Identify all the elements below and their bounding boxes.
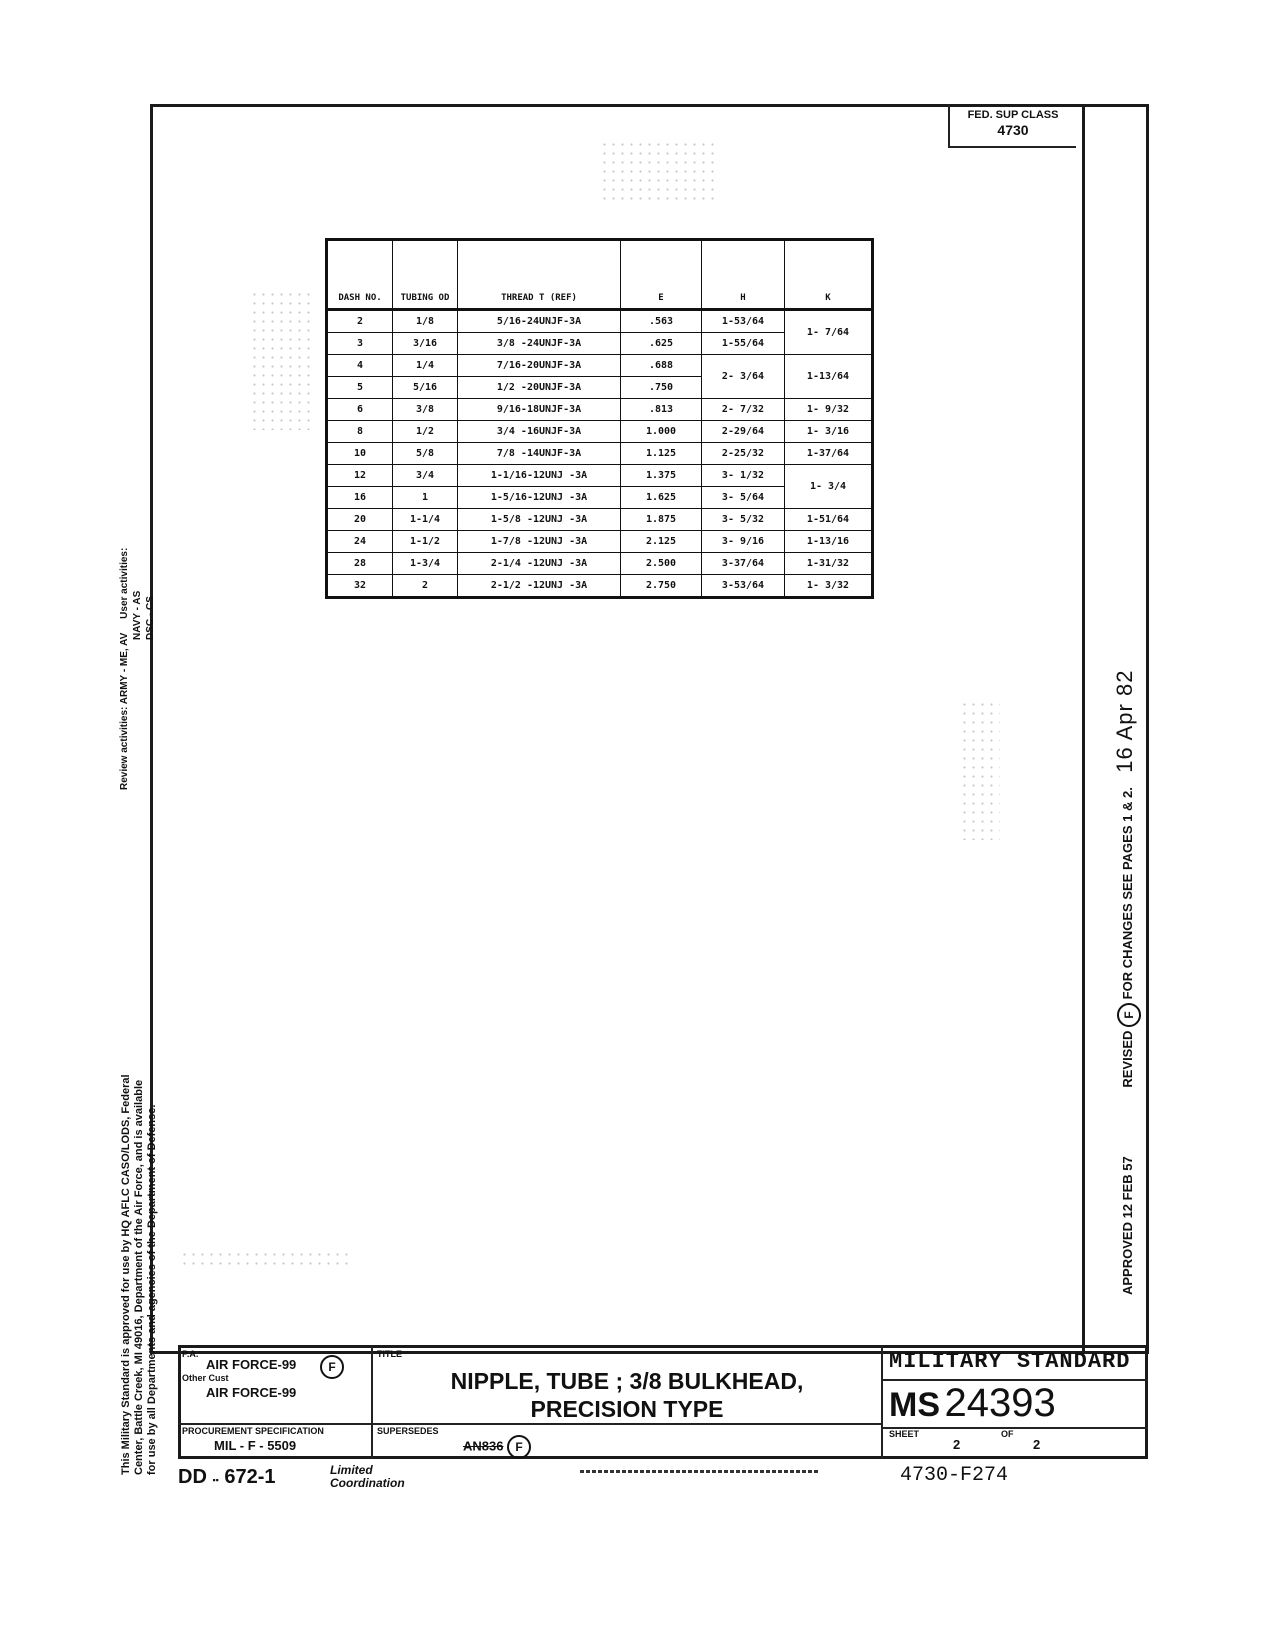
previous-editions-smudge <box>580 1470 820 1473</box>
form-mark: ▪▪ <box>212 1475 219 1485</box>
table-cell: 1.375 <box>621 465 702 487</box>
table-row <box>327 575 873 598</box>
supersedes-value: AN836 <box>463 1438 504 1454</box>
col-header-k: K <box>785 240 873 310</box>
table-cell: 1- 3/16 <box>785 421 873 443</box>
table-cell: .563 <box>621 310 702 333</box>
table-cell: 1-13/16 <box>785 531 873 553</box>
supersedes-cell <box>373 1423 883 1459</box>
sheet-number: 2 <box>953 1437 961 1452</box>
table-cell: 1-31/32 <box>785 553 873 575</box>
dimension-table <box>325 238 874 599</box>
table-cell: 2-25/32 <box>702 443 785 465</box>
table-cell: .813 <box>621 399 702 421</box>
table-row <box>327 310 873 333</box>
table-cell: 1/4 <box>393 355 458 377</box>
table-cell: 3- 9/16 <box>702 531 785 553</box>
previous-editions-note <box>580 1470 820 1474</box>
table-row <box>327 465 873 487</box>
table-cell: 2- 7/32 <box>702 399 785 421</box>
coordination-text: Coordination <box>330 1476 405 1490</box>
table-cell: 3/4 -16UNJF-3A <box>458 421 621 443</box>
fed-sup-class-box <box>948 104 1076 148</box>
table-cell: 28 <box>327 553 393 575</box>
sheet-total: 2 <box>1033 1437 1041 1452</box>
col-header-tubing: TUBING OD <box>393 240 458 310</box>
revision-date: 16 Apr 82 <box>1112 669 1137 773</box>
table-cell: 1-55/64 <box>702 333 785 355</box>
user-activities-text: User activities: <box>119 547 130 619</box>
table-cell: 2-1/2 -12UNJ -3A <box>458 575 621 598</box>
table-cell: 5 <box>327 377 393 399</box>
approval-note-line3: for use by all Departments and agencies of the Department of Defense. <box>146 1104 158 1475</box>
form-id <box>178 1466 276 1489</box>
table-cell: 1/8 <box>393 310 458 333</box>
sheet-label: SHEET <box>889 1429 920 1439</box>
revision-strip <box>1112 670 1141 1295</box>
revised-text: REVISED <box>1120 1030 1135 1088</box>
pa-letter-circle: F <box>320 1355 344 1379</box>
table-cell: 2 <box>393 575 458 598</box>
table-cell: 10 <box>327 443 393 465</box>
title-cell <box>373 1345 883 1425</box>
table-cell: 1.625 <box>621 487 702 509</box>
table-cell: 3-37/64 <box>702 553 785 575</box>
scan-noise <box>960 700 1000 840</box>
table-row <box>327 443 873 465</box>
table-cell: 24 <box>327 531 393 553</box>
table-cell: 6 <box>327 399 393 421</box>
table-cell: 1-1/2 <box>393 531 458 553</box>
col-header-h: H <box>702 240 785 310</box>
table-cell: .688 <box>621 355 702 377</box>
review-activities-text: Review activities: ARMY - ME, AV <box>119 632 130 790</box>
table-cell: 3-53/64 <box>702 575 785 598</box>
table-cell: 8 <box>327 421 393 443</box>
table-cell: 20 <box>327 509 393 531</box>
other-cust-label: Other Cust <box>182 1373 229 1383</box>
table-cell: 1- 9/32 <box>785 399 873 421</box>
table-cell: 2.750 <box>621 575 702 598</box>
table-row <box>327 531 873 553</box>
table-cell: 7/8 -14UNJF-3A <box>458 443 621 465</box>
col-header-thread: THREAD T (REF) <box>458 240 621 310</box>
table-body <box>327 310 873 598</box>
ms-number: 24393 <box>944 1381 1056 1425</box>
table-cell: 3/16 <box>393 333 458 355</box>
table-cell: 2-1/4 -12UNJ -3A <box>458 553 621 575</box>
table-cell: 3- 1/32 <box>702 465 785 487</box>
table-cell: 1-53/64 <box>702 310 785 333</box>
table-cell: 1 <box>393 487 458 509</box>
table-row <box>327 421 873 443</box>
table-row <box>327 355 873 377</box>
table-cell: 3/8 -24UNJF-3A <box>458 333 621 355</box>
of-label: OF <box>1001 1429 1014 1439</box>
revision-letter-circle: F <box>1117 1003 1141 1027</box>
scan-noise <box>600 140 720 200</box>
table-cell: 2.500 <box>621 553 702 575</box>
limited-coordination <box>330 1464 405 1490</box>
approved-text: APPROVED 12 FEB 57 <box>1120 1156 1135 1295</box>
table-cell: 16 <box>327 487 393 509</box>
table-cell: 1-1/16-12UNJ -3A <box>458 465 621 487</box>
table-cell: 5/8 <box>393 443 458 465</box>
table-cell: 1-51/64 <box>785 509 873 531</box>
table-cell: 1-5/16-12UNJ -3A <box>458 487 621 509</box>
table-cell: 1-13/64 <box>785 355 873 399</box>
table-cell: 4 <box>327 355 393 377</box>
table-cell: 2 <box>327 310 393 333</box>
approval-note-line2: Center, Battle Creek, MI 49016, Department of the Air Force, and is available <box>133 1079 145 1475</box>
approval-note-line1: This Military Standard is approved for use by HQ AFLC CASO/LODS, Federal <box>120 1074 132 1475</box>
table-row <box>327 553 873 575</box>
table-cell: 32 <box>327 575 393 598</box>
supersedes-label: SUPERSEDES <box>377 1426 439 1436</box>
sheet-divider <box>883 1427 1148 1429</box>
table-cell: 1.875 <box>621 509 702 531</box>
table-cell: .625 <box>621 333 702 355</box>
table-cell: 1/2 -20UNJF-3A <box>458 377 621 399</box>
table-cell: 1-3/4 <box>393 553 458 575</box>
review-dsc: DSC - CS <box>145 596 156 640</box>
doc-code: 4730-F274 <box>900 1464 1009 1487</box>
spec-label: PROCUREMENT SPECIFICATION <box>182 1426 324 1436</box>
approval-note <box>120 1074 159 1475</box>
table-cell: 9/16-18UNJF-3A <box>458 399 621 421</box>
col-header-e: E <box>621 240 702 310</box>
table-cell: 1- 7/64 <box>785 310 873 355</box>
title-line2: PRECISION TYPE <box>530 1396 724 1422</box>
table-cell: 1.125 <box>621 443 702 465</box>
form-dd: DD <box>178 1466 207 1488</box>
table-cell: 1- 3/32 <box>785 575 873 598</box>
title-line1: NIPPLE, TUBE ; 3/8 BULKHEAD, <box>450 1368 804 1394</box>
pa-label: P.A. <box>182 1349 199 1359</box>
table-cell: 1-37/64 <box>785 443 873 465</box>
table-cell: 2- 3/64 <box>702 355 785 399</box>
scan-noise <box>250 290 310 430</box>
spec-cell <box>178 1423 373 1459</box>
form-number: 672-1 <box>224 1466 276 1488</box>
table-row <box>327 509 873 531</box>
table-cell: 3- 5/64 <box>702 487 785 509</box>
scan-noise <box>180 1250 350 1270</box>
review-activities <box>118 548 157 790</box>
table-cell: 5/16 <box>393 377 458 399</box>
table-cell: 5/16-24UNJF-3A <box>458 310 621 333</box>
table-cell: 3 <box>327 333 393 355</box>
table-cell: 3- 5/32 <box>702 509 785 531</box>
table-cell: 12 <box>327 465 393 487</box>
table-cell: 1-1/4 <box>393 509 458 531</box>
pa-cell <box>178 1345 373 1425</box>
title-label: TITLE <box>377 1349 402 1359</box>
table-cell: 1/2 <box>393 421 458 443</box>
pa-value: AIR FORCE-99 <box>206 1357 297 1372</box>
table-row <box>327 399 873 421</box>
table-cell: 3/4 <box>393 465 458 487</box>
table-cell: 1- 3/4 <box>785 465 873 509</box>
military-standard-heading: MILITARY STANDARD <box>889 1349 1131 1374</box>
fed-sup-class-value: 4730 <box>997 122 1029 138</box>
col-header-dash: DASH NO. <box>327 240 393 310</box>
table-cell: 2-29/64 <box>702 421 785 443</box>
table-cell: 1.000 <box>621 421 702 443</box>
changes-text: FOR CHANGES SEE PAGES 1 & 2. <box>1120 787 1135 1000</box>
supersedes-letter-circle: F <box>507 1435 531 1459</box>
limited-text: Limited <box>330 1463 373 1477</box>
ms-cell <box>883 1345 1148 1459</box>
table-cell: 3/8 <box>393 399 458 421</box>
spec-value: MIL - F - 5509 <box>214 1438 297 1453</box>
ms-prefix: MS <box>889 1386 940 1424</box>
table-cell: .750 <box>621 377 702 399</box>
table-cell: 2.125 <box>621 531 702 553</box>
table-cell: 1-5/8 -12UNJ -3A <box>458 509 621 531</box>
fed-sup-class-label: FED. SUP CLASS <box>967 109 1059 121</box>
table-cell: 7/16-20UNJF-3A <box>458 355 621 377</box>
table-cell: 1-7/8 -12UNJ -3A <box>458 531 621 553</box>
review-navy: NAVY - AS <box>132 590 143 640</box>
other-cust-value: AIR FORCE-99 <box>206 1385 297 1400</box>
